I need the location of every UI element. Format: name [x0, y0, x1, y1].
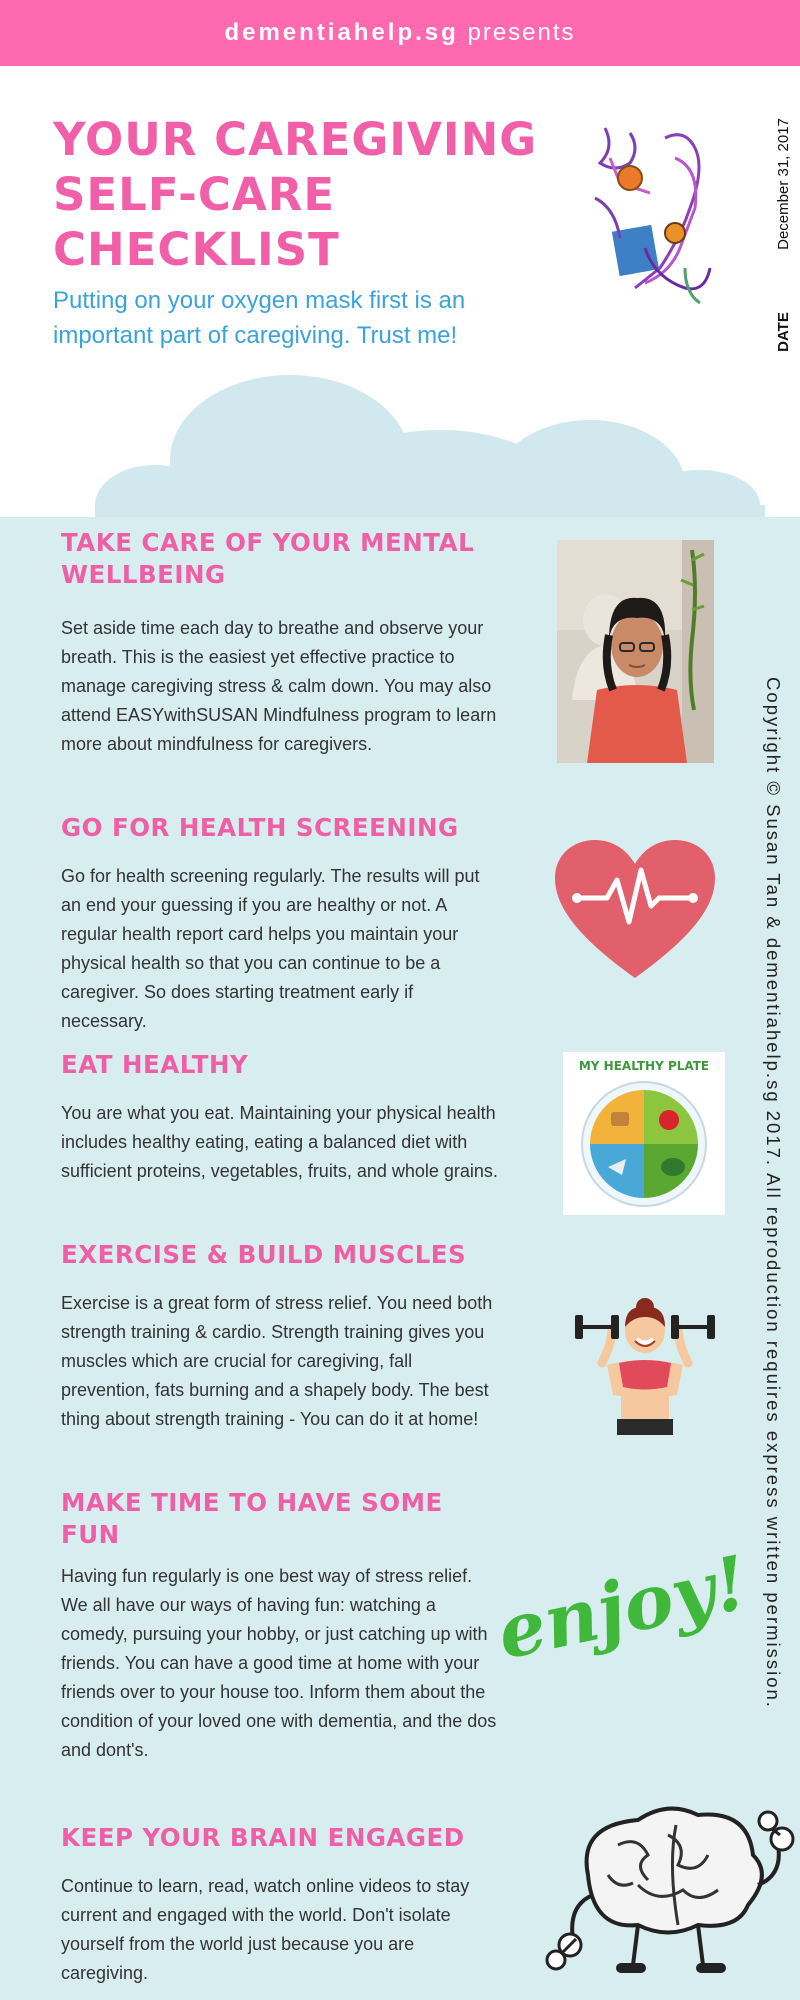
copyright-notice: Copyright © Susan Tan & dementiahelp.sg 2017. All reproduction requires express written permission.	[763, 677, 784, 1709]
section-heading-eat-healthy: EAT HEALTHY	[61, 1050, 249, 1079]
section-body-have-fun: Having fun regularly is one best way of stress relief. We all have our ways of having fun: watching a comedy, pursuing your hobby, or just catching up with friends. You can have a good time at home with your friends over to your house too. Inform them about the condition of your loved one with dementia, and the dos and dont's.	[61, 1566, 497, 1760]
page-title	[53, 112, 553, 277]
section-heading-have-fun: MAKE TIME TO HAVE SOME FUN	[61, 1488, 443, 1549]
section-body-exercise: Exercise is a great form of stress relief. You need both strength training & cardio. Strength training gives you muscles which are crucial for caregiving, fall prevention, fats burning and a shapely body. The best thing about strength training - You can do it at home!	[61, 1293, 493, 1429]
enjoy-text: enjoy!	[490, 1539, 755, 1677]
section-heading-exercise: EXERCISE & BUILD MUSCLES	[61, 1240, 467, 1269]
date-value: December 31, 2017	[775, 118, 792, 250]
section-heading-health-screening: GO FOR HEALTH SCREENING	[61, 813, 459, 842]
title-line-3: CHECKLIST	[53, 223, 340, 276]
section-body-eat-healthy: You are what you eat. Maintaining your physical health includes healthy eating, eating a balanced diet with sufficient proteins, vegetables, fruits, and whole grains.	[61, 1103, 498, 1181]
heart-heartbeat-icon	[555, 840, 715, 978]
cloud-divider	[0, 370, 800, 530]
section-heading-brain-engaged: KEEP YOUR BRAIN ENGAGED	[61, 1823, 465, 1852]
title-line-2: SELF-CARE	[53, 168, 336, 221]
healthy-plate-icon	[563, 1052, 725, 1215]
subtitle: Putting on your oxygen mask first is an important part of caregiving. Trust me!	[53, 287, 466, 349]
section-body-health-screening: Go for health screening regularly. The results will put an end your guessing if you are healthy or not. A regular health report card helps you maintain your physical health so that you can continue to be a caregiver. So does starting treatment early if necessary.	[61, 866, 480, 1031]
caregiver-sketch-illustration	[575, 118, 725, 323]
section-heading-mental-wellbeing: TAKE CARE OF YOUR MENTAL WELLBEING	[61, 528, 475, 589]
section-body-brain-engaged: Continue to learn, read, watch online videos to stay current and engaged with the world. Don't isolate yourself from the world just because you are caregiving.	[61, 1876, 470, 1983]
enjoy-lettering-icon	[490, 1515, 755, 1685]
presents-label: presents	[467, 19, 576, 46]
woman-lifting-dumbbells-icon	[567, 1293, 723, 1435]
date-label: DATE	[775, 312, 792, 352]
section-body-mental-wellbeing: Set aside time each day to breathe and observe your breath. This is the easiest yet effective practice to manage caregiving stress & calm down. You may also attend EASYwithSUSAN Mindfulness program to learn more about mindfulness for caregivers.	[61, 618, 497, 754]
title-line-1: YOUR CAREGIVING	[53, 113, 538, 166]
brand-name: dementiahelp.sg	[224, 19, 459, 46]
plate-title: MY HEALTHY PLATE	[578, 1059, 710, 1073]
meditation-photo	[557, 540, 714, 763]
top-banner	[0, 0, 800, 66]
